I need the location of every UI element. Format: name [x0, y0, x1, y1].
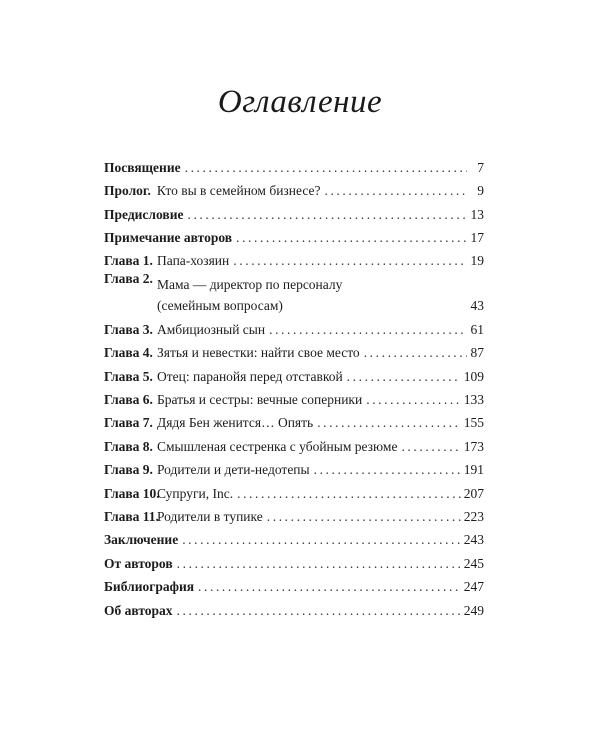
- toc-entry-label: Глава 1.: [104, 253, 153, 269]
- dot-leader: [182, 532, 461, 548]
- dot-leader: [237, 486, 461, 502]
- toc-page-number: 155: [463, 415, 484, 431]
- toc-entry[interactable]: [104, 501, 484, 524]
- toc-entry[interactable]: [104, 431, 484, 454]
- dot-leader: [236, 230, 467, 246]
- toc-page-number: 109: [463, 368, 484, 384]
- toc-entry-label: От авторов: [104, 555, 173, 571]
- toc-entry-label: Глава 9.: [104, 462, 153, 478]
- toc-entry-label: Глава 11.: [104, 508, 159, 524]
- toc-page-number: 249: [463, 602, 484, 618]
- toc-entry-label: Глава 6.: [104, 392, 153, 407]
- toc-page-number: 245: [463, 555, 484, 571]
- toc-page-number: 243: [463, 532, 484, 548]
- toc-page-number: 87: [470, 345, 484, 361]
- toc-entry[interactable]: [104, 222, 484, 245]
- dot-leader: [314, 462, 461, 478]
- dot-leader: [364, 345, 467, 361]
- toc-page-number: 17: [470, 230, 484, 246]
- toc-page-number: 223: [463, 508, 484, 524]
- toc-page-number: 133: [463, 392, 484, 407]
- toc-entry-title: Родители и дети-недотепы: [157, 462, 310, 478]
- toc-entry-label: Предисловие: [104, 206, 184, 222]
- toc-page-number: 43: [470, 298, 484, 314]
- toc-entry-title: Смышленая сестренка с убойным резюме: [157, 438, 398, 454]
- toc-entry-label: Глава 7.: [104, 415, 153, 431]
- toc-page-number: 13: [470, 206, 484, 222]
- toc-page-number: 247: [463, 579, 484, 595]
- toc-entry-label: Примечание авторов: [104, 230, 233, 246]
- toc-entry-label: Посвящение: [104, 159, 181, 175]
- toc-page-number: 207: [463, 485, 484, 501]
- toc-entry-label: Пролог.: [104, 183, 151, 199]
- toc-entry[interactable]: [104, 384, 484, 407]
- dot-leader: [177, 556, 461, 572]
- toc-entry[interactable]: [104, 175, 484, 198]
- toc-page-number: 9: [477, 183, 484, 199]
- toc-entry-title: Кто вы в семейном бизнесе?: [156, 183, 321, 199]
- toc-entry-label: Глава 8.: [104, 438, 153, 454]
- dot-leader: [317, 415, 461, 431]
- dot-leader: [401, 439, 460, 455]
- toc-entry-title: Отец: паранойя перед отставкой: [157, 368, 343, 384]
- toc-entry-label: Заключение: [104, 532, 179, 548]
- dot-leader: [198, 579, 461, 595]
- toc-entry[interactable]: [104, 571, 484, 594]
- page-title: Оглавление: [217, 84, 383, 120]
- toc-entry[interactable]: [104, 269, 484, 314]
- toc-entry-title: Братья и сестры: вечные соперники: [157, 392, 363, 407]
- toc-page-number: 7: [477, 159, 484, 175]
- toc-entry-label: Глава 4.: [104, 345, 153, 361]
- toc-entry-label: Глава 3.: [104, 321, 153, 337]
- toc-entry[interactable]: [104, 199, 484, 222]
- toc-entry-title: Зятья и невестки: найти свое место: [157, 345, 360, 361]
- toc-page-number: 19: [470, 253, 484, 269]
- toc-entry-label: Глава 10.: [104, 485, 160, 501]
- toc-entry[interactable]: [104, 478, 484, 501]
- dot-leader: [187, 207, 467, 223]
- toc-entry-label: Библиография: [104, 579, 195, 595]
- toc-entry[interactable]: [104, 524, 484, 547]
- toc-entry-title: Папа-хозяин: [157, 253, 230, 269]
- dot-leader: [324, 183, 467, 199]
- toc-entry-title: Супруги, Inc.: [157, 485, 234, 501]
- toc-entry-title: Мама — директор по персоналу: [157, 276, 343, 292]
- toc-entry-title-continued: (семейным вопросам): [157, 298, 283, 314]
- toc-entry[interactable]: [104, 246, 484, 269]
- dot-leader: [233, 253, 467, 269]
- toc-entry[interactable]: [104, 314, 484, 337]
- toc-entry[interactable]: [104, 152, 484, 175]
- dot-leader: [177, 603, 461, 619]
- table-of-contents: [104, 152, 484, 618]
- toc-entry-title: Дядя Бен женится… Опять: [157, 415, 314, 431]
- toc-entry[interactable]: [104, 454, 484, 477]
- toc-entry-label: Глава 2.: [104, 270, 153, 286]
- toc-page-number: 173: [463, 438, 484, 454]
- dot-leader: [269, 322, 467, 338]
- toc-entry[interactable]: [104, 361, 484, 384]
- dot-leader: [267, 509, 461, 525]
- toc-page-number: 61: [470, 321, 484, 337]
- dot-leader: [366, 392, 461, 408]
- toc-entry[interactable]: [104, 408, 484, 431]
- toc-entry[interactable]: [104, 337, 484, 360]
- toc-page-number: 191: [463, 462, 484, 478]
- toc-entry-title: Родители в тупике: [157, 508, 263, 524]
- toc-entry[interactable]: [104, 548, 484, 571]
- dot-leader: [185, 160, 467, 176]
- toc-entry[interactable]: [104, 595, 484, 618]
- dot-leader: [347, 369, 461, 385]
- toc-entry-label: Об авторах: [104, 602, 173, 618]
- toc-entry-title: Амбициозный сын: [157, 321, 266, 337]
- toc-entry-label: Глава 5.: [104, 368, 153, 384]
